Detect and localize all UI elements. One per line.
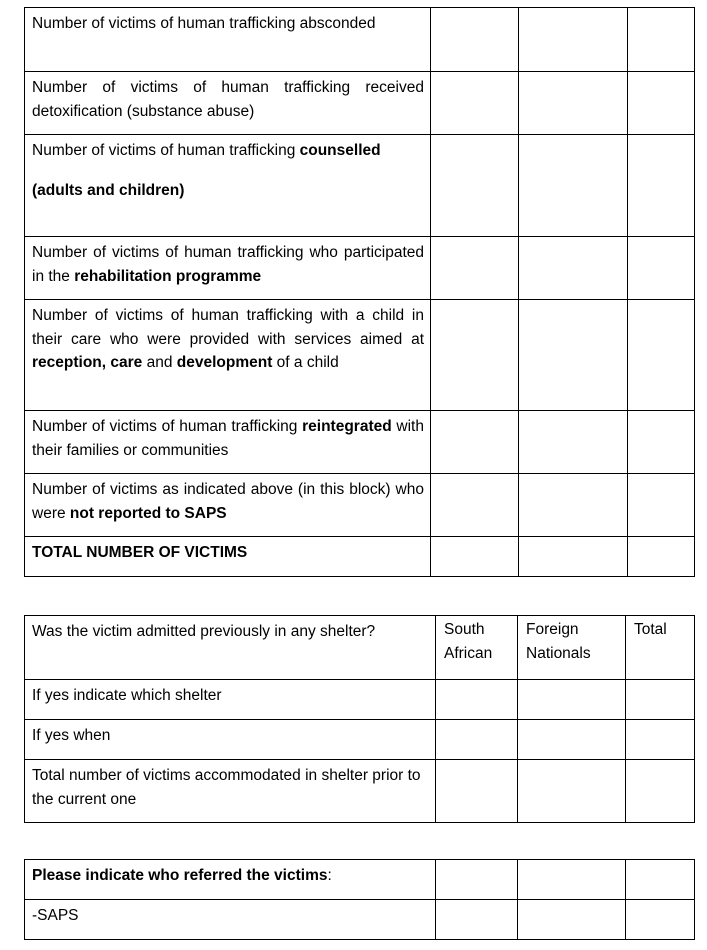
entry-cell[interactable] xyxy=(436,900,518,940)
entry-cell[interactable] xyxy=(519,8,628,72)
referral-heading-colon: : xyxy=(327,867,332,884)
entry-cell[interactable] xyxy=(626,720,695,760)
referral-body xyxy=(25,860,695,940)
entry-cell[interactable] xyxy=(628,300,695,411)
col-header-total: Total xyxy=(634,621,667,638)
entry-cell[interactable] xyxy=(626,760,695,823)
victim-services-body xyxy=(25,8,695,577)
entry-cell[interactable] xyxy=(628,537,695,577)
entry-cell[interactable] xyxy=(518,680,626,720)
entry-cell[interactable] xyxy=(519,537,628,577)
victim-row-label: Number of victims of human trafficking received detoxification (substance abuse) xyxy=(32,79,424,120)
victim-row xyxy=(25,474,695,537)
victim-row-label: Number of victims as indicated above (in this block) who were not reported to SAPS xyxy=(32,481,424,522)
victim-row xyxy=(25,8,695,72)
entry-cell[interactable] xyxy=(436,720,518,760)
entry-cell[interactable] xyxy=(431,72,519,135)
entry-cell[interactable] xyxy=(431,300,519,411)
col-header-south-african: South African xyxy=(444,621,493,662)
entry-cell[interactable] xyxy=(431,237,519,300)
referral-heading-bold: Please indicate who referred the victims xyxy=(32,867,328,884)
victim-row-label: Number of victims of human trafficking reintegrated with their families or communities xyxy=(32,418,424,459)
victim-services-table xyxy=(24,7,695,577)
entry-cell[interactable] xyxy=(436,680,518,720)
previous-shelter-body xyxy=(25,616,695,823)
referral-table xyxy=(24,859,695,940)
entry-cell[interactable] xyxy=(436,760,518,823)
victim-row-label: TOTAL NUMBER OF VICTIMS xyxy=(32,544,248,561)
victim-row xyxy=(25,537,695,577)
shelter-row xyxy=(25,760,695,823)
shelter-row xyxy=(25,720,695,760)
entry-cell[interactable] xyxy=(518,900,626,940)
entry-cell[interactable] xyxy=(628,474,695,537)
entry-cell[interactable] xyxy=(431,537,519,577)
entry-cell[interactable] xyxy=(519,237,628,300)
entry-cell[interactable] xyxy=(628,72,695,135)
entry-cell[interactable] xyxy=(518,760,626,823)
referral-row xyxy=(25,900,695,940)
entry-cell[interactable] xyxy=(431,135,519,237)
referral-row-label: -SAPS xyxy=(32,907,79,924)
victim-row xyxy=(25,411,695,474)
victim-row-label: Number of victims of human trafficking with a child in their care who were provided with services aimed at reception, care and development of a child xyxy=(32,307,424,371)
shelter-row-label: If yes when xyxy=(32,727,111,744)
referral-header-row xyxy=(25,860,695,900)
previous-shelter-header-row xyxy=(25,616,695,680)
victim-row xyxy=(25,300,695,411)
entry-cell[interactable] xyxy=(431,411,519,474)
entry-cell[interactable] xyxy=(518,720,626,760)
referral-heading xyxy=(25,860,435,888)
entry-cell[interactable] xyxy=(519,474,628,537)
entry-cell[interactable] xyxy=(626,900,695,940)
entry-cell[interactable] xyxy=(519,135,628,237)
victim-row xyxy=(25,72,695,135)
entry-cell[interactable] xyxy=(519,300,628,411)
victim-row-label: Number of victims of human trafficking who participated in the rehabilitation programme xyxy=(32,244,424,285)
entry-cell[interactable] xyxy=(626,680,695,720)
victim-row-label: Number of victims of human trafficking counselled (adults and children) xyxy=(32,142,381,199)
entry-cell[interactable] xyxy=(628,135,695,237)
entry-cell[interactable] xyxy=(431,474,519,537)
entry-cell[interactable] xyxy=(628,8,695,72)
shelter-row xyxy=(25,680,695,720)
previous-shelter-table xyxy=(24,615,695,823)
victim-row xyxy=(25,135,695,237)
entry-cell[interactable] xyxy=(431,8,519,72)
shelter-row-label: If yes indicate which shelter xyxy=(32,687,222,704)
entry-cell[interactable] xyxy=(519,72,628,135)
entry-cell[interactable] xyxy=(628,411,695,474)
col-header-foreign-nationals: Foreign Nationals xyxy=(526,621,591,662)
entry-cell[interactable] xyxy=(628,237,695,300)
victim-row-label: Number of victims of human trafficking absconded xyxy=(32,15,376,32)
victim-row xyxy=(25,237,695,300)
previous-shelter-question: Was the victim admitted previously in any shelter? xyxy=(32,623,376,640)
entry-cell[interactable] xyxy=(519,411,628,474)
shelter-row-label: Total number of victims accommodated in shelter prior to the current one xyxy=(32,767,421,808)
